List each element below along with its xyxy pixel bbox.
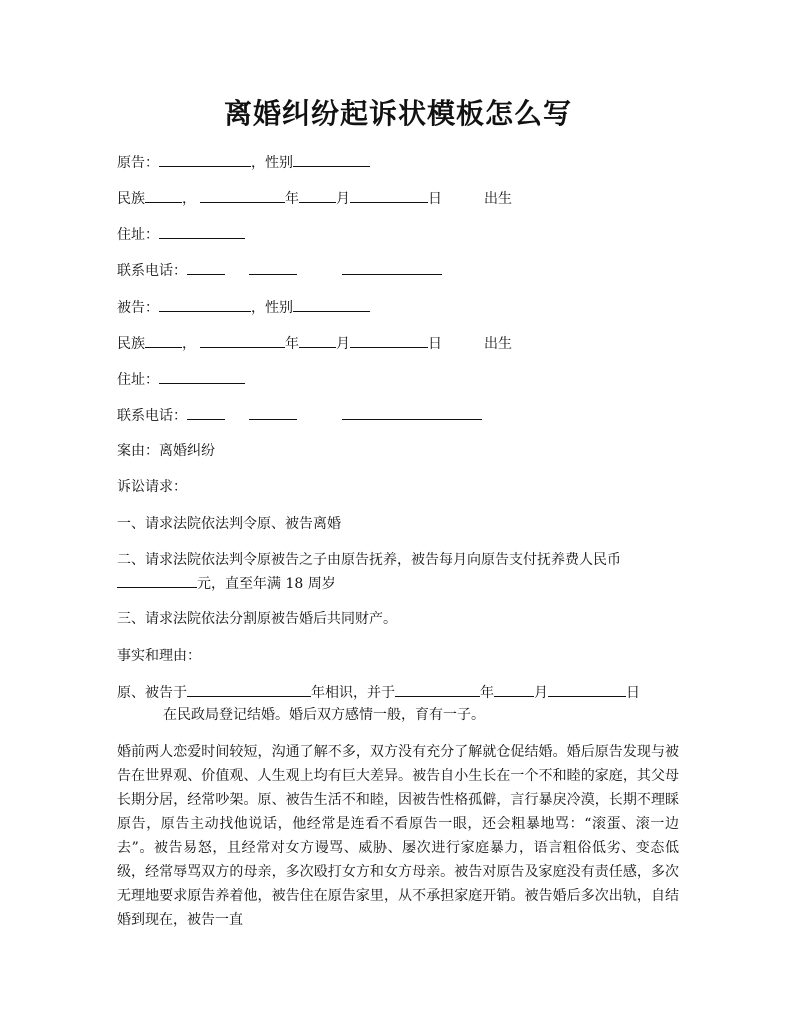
- plaintiff-name-blank[interactable]: [159, 151, 251, 167]
- plaintiff-ethnicity-label: 民族: [117, 191, 145, 207]
- defendant-phone-label: 联系电话：: [117, 408, 187, 424]
- claim-2-suffix: 元，直至年满 18 周岁: [197, 576, 336, 592]
- plaintiff-address-blank[interactable]: [159, 223, 245, 239]
- plaintiff-comma: ，: [182, 191, 196, 207]
- facts-prefix: 原、被告于: [117, 685, 187, 701]
- marriage-month-blank[interactable]: [494, 681, 534, 697]
- cause-of-action: 案由：离婚纠纷: [117, 443, 215, 459]
- defendant-day-label: 日: [428, 336, 442, 352]
- facts-month: 月: [534, 685, 548, 701]
- plaintiff-name-label: 原告：: [117, 155, 159, 171]
- plaintiff-phone-blank-1[interactable]: [187, 259, 225, 275]
- defendant-name-line: [117, 296, 370, 319]
- plaintiff-phone-blank-3[interactable]: [342, 259, 442, 275]
- page-title: 离婚纠纷起诉状模板怎么写: [223, 97, 572, 130]
- plaintiff-day-label: 日: [428, 191, 442, 207]
- defendant-birth-line: [117, 332, 512, 355]
- marriage-day-blank[interactable]: [548, 681, 626, 697]
- plaintiff-year-label: 年: [285, 191, 299, 207]
- plaintiff-address-label: 住址：: [117, 227, 159, 243]
- defendant-day-blank[interactable]: [350, 332, 428, 348]
- facts-line-1: [117, 681, 640, 704]
- plaintiff-phone-blank-2[interactable]: [249, 259, 297, 275]
- claims-heading: 诉讼请求：: [117, 479, 187, 495]
- defendant-ethnicity-blank[interactable]: [145, 332, 182, 348]
- plaintiff-birth-label: 出生: [484, 191, 512, 207]
- defendant-month-blank[interactable]: [299, 332, 336, 348]
- claim-1: 一、请求法院依法判令原、被告离婚: [117, 516, 341, 532]
- plaintiff-birth-line: [117, 187, 512, 210]
- defendant-name-blank[interactable]: [159, 296, 251, 312]
- defendant-birth-label: 出生: [484, 336, 512, 352]
- plaintiff-month-label: 月: [336, 191, 350, 207]
- defendant-address-label: 住址：: [117, 372, 159, 388]
- marriage-year-blank[interactable]: [395, 681, 480, 697]
- defendant-year-blank[interactable]: [200, 332, 285, 348]
- claim-2-line-1: 二、请求法院依法判令原被告之子由原告抚养，被告每月向原告支付抚养费人民币: [117, 552, 621, 568]
- plaintiff-name-line: [117, 151, 370, 174]
- facts-day: 日: [626, 685, 640, 701]
- plaintiff-month-blank[interactable]: [299, 187, 336, 203]
- plaintiff-address-line: [117, 223, 245, 246]
- defendant-phone-line: [117, 404, 482, 427]
- defendant-address-blank[interactable]: [159, 368, 245, 384]
- defendant-gender-blank[interactable]: [293, 296, 370, 312]
- plaintiff-gender-label: ，性别: [251, 155, 293, 171]
- plaintiff-day-blank[interactable]: [350, 187, 428, 203]
- facts-line-2: 在民政局登记结婚。婚后双方感情一般，育有一子。: [163, 707, 485, 723]
- defendant-year-label: 年: [285, 336, 299, 352]
- defendant-ethnicity-label: 民族: [117, 336, 145, 352]
- plaintiff-ethnicity-blank[interactable]: [145, 187, 182, 203]
- facts-body-paragraph: 婚前两人恋爱时间较短，沟通了解不多，双方没有充分了解就仓促结婚。婚后原告发现与被告在世界观、价值观、人生观上均有巨大差异。被告自小生长在一个不和睦的家庭，其父母长期分居，经常吵架。原、被告生活不和睦，因被告性格孤僻，言行暴戾冷漠，长期不理睬原告，原告主动找他说话，他经常是连看不看原告一眼，还会粗暴地骂：“滚蛋、滚一边去”。被告易怒，且经常对女方谩骂、威胁、屡次进行家庭暴力，语言粗俗低劣、变态低级，经常辱骂双方的母亲，多次殴打女方和女方母亲。被告对原告及家庭没有责任感，多次无理地要求原告养着他，被告住在原告家里，从不承担家庭开销。被告婚后多次出轨，自结婚到现在，被告一直: [117, 744, 679, 928]
- defendant-phone-blank-2[interactable]: [249, 404, 297, 420]
- defendant-comma: ，: [182, 336, 196, 352]
- defendant-address-line: [117, 368, 245, 391]
- met-year-blank[interactable]: [187, 681, 311, 697]
- defendant-phone-blank-1[interactable]: [187, 404, 225, 420]
- facts-met: 年相识，并于: [311, 685, 395, 701]
- defendant-name-label: 被告：: [117, 300, 159, 316]
- claim-2-line-2: [117, 572, 336, 595]
- plaintiff-phone-label: 联系电话：: [117, 263, 187, 279]
- plaintiff-year-blank[interactable]: [200, 187, 285, 203]
- defendant-gender-label: ，性别: [251, 300, 293, 316]
- defendant-phone-blank-3[interactable]: [342, 404, 482, 420]
- facts-heading: 事实和理由：: [117, 648, 201, 664]
- plaintiff-phone-line: [117, 259, 442, 282]
- support-amount-blank[interactable]: [117, 572, 197, 588]
- claim-3: 三、请求法院依法分割原被告婚后共同财产。: [117, 611, 397, 627]
- defendant-month-label: 月: [336, 336, 350, 352]
- facts-year: 年: [480, 685, 494, 701]
- plaintiff-gender-blank[interactable]: [293, 151, 370, 167]
